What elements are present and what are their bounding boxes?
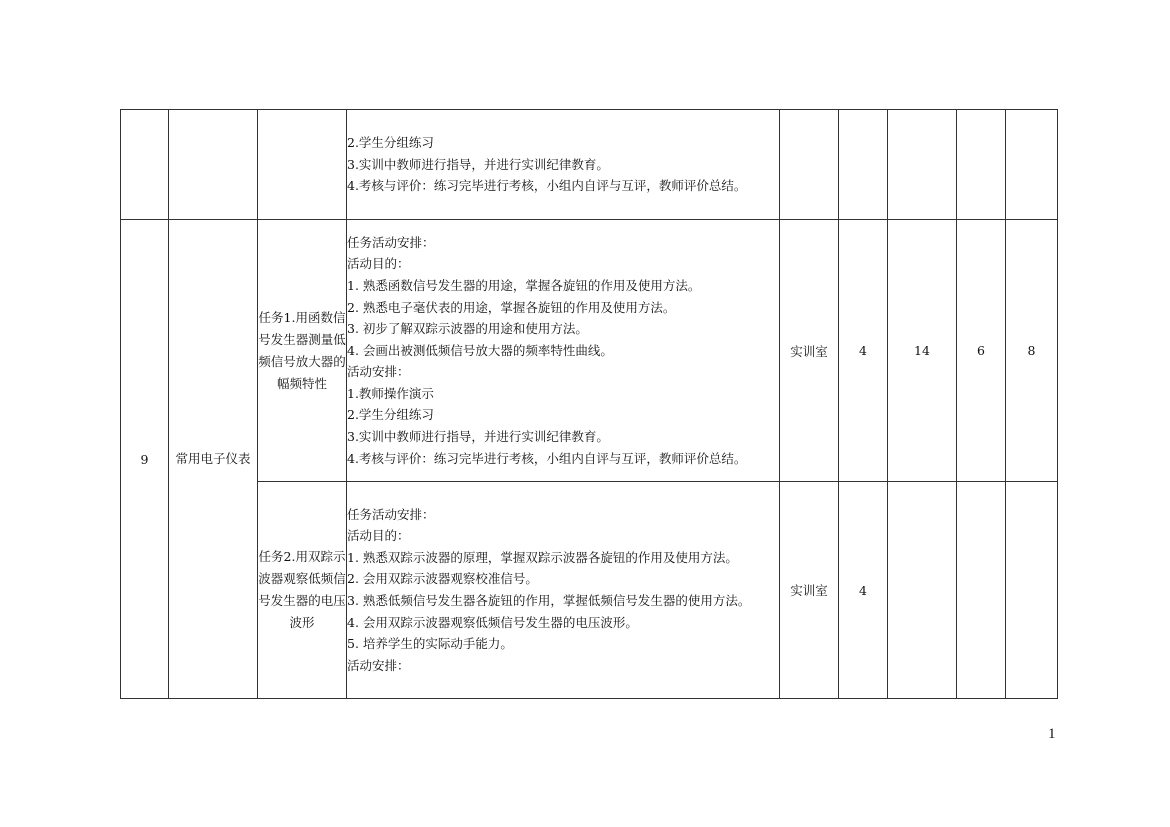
content-cell <box>347 110 780 220</box>
content-line: 活动目的： <box>347 528 410 544</box>
index-cell: 9 <box>121 220 169 699</box>
module-cell: 常用电子仪表 <box>169 220 258 699</box>
location-cell: 实训室 <box>780 220 839 482</box>
content-line: 3. 熟悉低频信号发生器各旋钮的作用，掌握低频信号发生器的使用方法。 <box>347 593 751 608</box>
hours-cell <box>957 482 1006 699</box>
hours-cell: 6 <box>957 220 1006 482</box>
content-line: 2.学生分组练习 <box>347 135 434 151</box>
hours-cell <box>1006 110 1058 220</box>
content-line: 2.学生分组练习 <box>347 407 434 423</box>
table-row <box>121 220 1058 482</box>
content-line: 3.实训中教师进行指导，并进行实训纪律教育。 <box>347 429 609 445</box>
content-line: 活动安排： <box>347 364 410 380</box>
content-line: 2. 会用双踪示波器观察校准信号。 <box>347 571 538 587</box>
hours-cell: 14 <box>888 220 957 482</box>
table-row <box>121 482 1058 699</box>
content-line: 2. 熟悉电子毫伏表的用途，掌握各旋钮的作用及使用方法。 <box>347 299 676 315</box>
content-line: 5. 培养学生的实际动手能力。 <box>347 636 513 652</box>
content-line: 1. 熟悉函数信号发生器的用途，掌握各旋钮的作用及使用方法。 <box>347 277 701 293</box>
hours-cell <box>957 110 1006 220</box>
hours-cell: 4 <box>839 482 888 699</box>
content-cell <box>347 482 780 699</box>
location-cell: 实训室 <box>780 482 839 699</box>
content-line: 任务活动安排： <box>347 234 435 250</box>
content-cell <box>347 220 780 482</box>
content-line: 3.实训中教师进行指导，并进行实训纪律教育。 <box>347 156 609 172</box>
hours-cell: 4 <box>839 220 888 482</box>
content-line: 活动安排： <box>347 657 410 673</box>
task-name-cell <box>258 110 347 220</box>
content-line: 4. 会画出被测低频信号放大器的频率特性曲线。 <box>347 342 613 358</box>
hours-cell <box>1006 482 1058 699</box>
index-cell <box>121 110 169 220</box>
content-line: 任务活动安排： <box>347 506 435 522</box>
hours-cell <box>888 110 957 220</box>
content-line: 3. 初步了解双踪示波器的用途和使用方法。 <box>347 321 588 337</box>
hours-cell <box>888 482 957 699</box>
content-line: 4. 会用双踪示波器观察低频信号发生器的电压波形。 <box>347 614 638 630</box>
content-line: 4.考核与评价：练习完毕进行考核，小组内自评与互评，教师评价总结。 <box>347 450 747 466</box>
task-name-cell: 任务2.用双踪示波器观察低频信号发生器的电压波形 <box>258 482 347 699</box>
location-cell <box>780 110 839 220</box>
task-name-cell: 任务1.用函数信号发生器测量低频信号放大器的幅频特性 <box>258 220 347 482</box>
hours-cell: 8 <box>1006 220 1058 482</box>
module-cell <box>169 110 258 220</box>
content-line: 1.教师操作演示 <box>347 385 434 401</box>
table-row <box>121 110 1058 220</box>
content-line: 1. 熟悉双踪示波器的原理，掌握双踪示波器各旋钮的作用及使用方法。 <box>347 549 738 565</box>
content-line: 4.考核与评价：练习完毕进行考核，小组内自评与互评，教师评价总结。 <box>347 178 747 194</box>
page-number: 1 <box>1048 726 1056 742</box>
content-line: 活动目的： <box>347 256 410 272</box>
hours-cell <box>839 110 888 220</box>
schedule-table <box>120 109 1058 699</box>
